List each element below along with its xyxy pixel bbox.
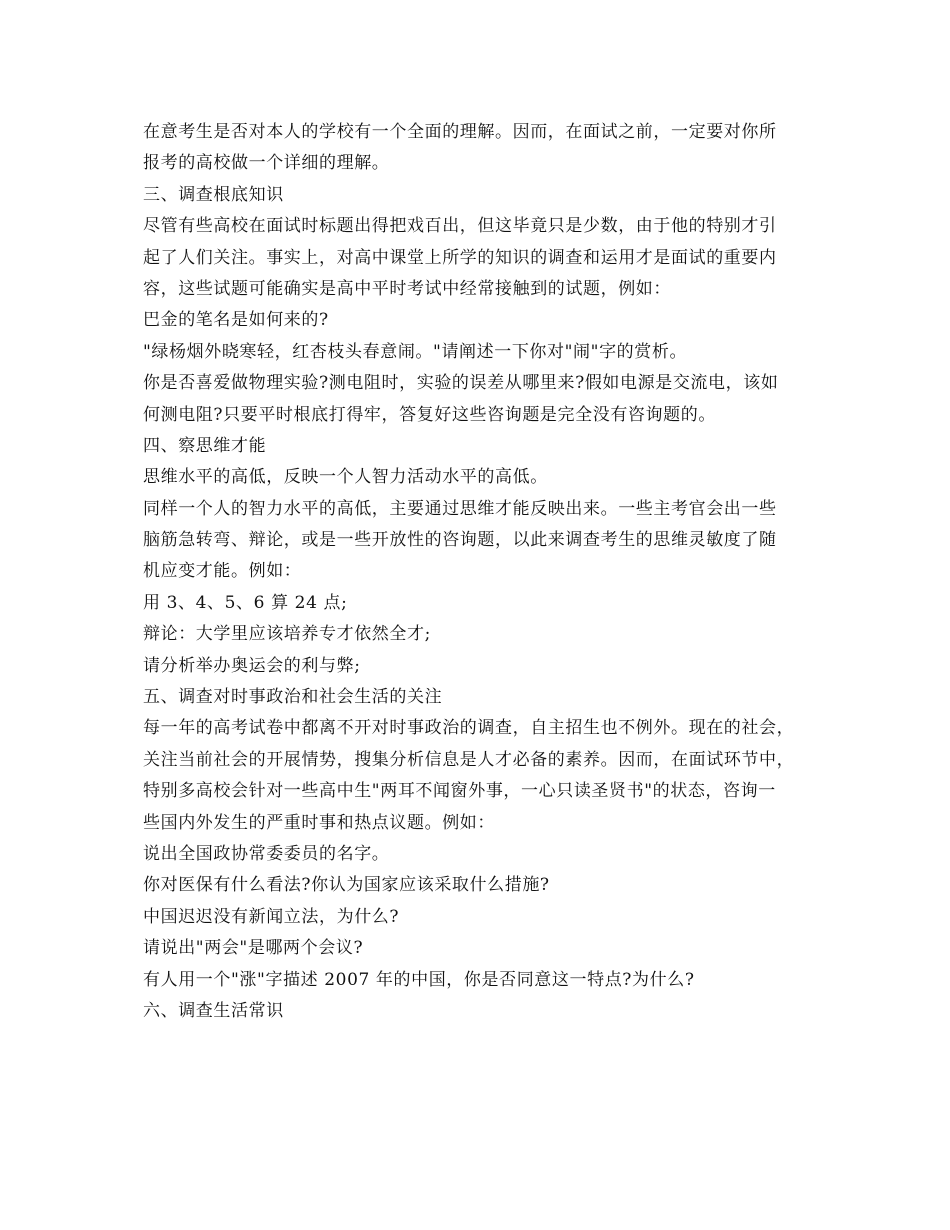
section-heading: 六、调查生活常识	[143, 1000, 284, 1021]
example-line: "绿杨烟外晓寒轻，红杏枝头春意闹。"请阐述一下你对"闹"字的赏析。	[143, 341, 688, 362]
example-line: 中国迟迟没有新闻立法，为什么?	[143, 906, 400, 927]
text-line: 起了人们关注。事实上，对高中课堂上所学的知识的调查和运用才是面试的重要内	[143, 247, 777, 268]
example-line: 巴金的笔名是如何来的?	[143, 310, 329, 331]
example-line: 你是否喜爱做物理实验?测电阻时，实验的误差从哪里来?假如电源是交流电，该如	[143, 373, 779, 394]
text-line: 机应变才能。例如：	[143, 561, 302, 582]
example-line: 用 3、4、5、6 算 24 点;	[143, 592, 348, 613]
text-line: 思维水平的高低，反映一个人智力活动水平的高低。	[143, 467, 548, 488]
text-line: 尽管有些高校在面试时标题出得把戏百出，但这毕竟只是少数，由于他的特别才引	[143, 216, 777, 237]
text-line: 在意考生是否对本人的学校有一个全面的理解。因而，在面试之前，一定要对你所	[143, 122, 777, 142]
text-line: 何测电阻?只要平时根底打得牢，答复好这些咨询题是完全没有咨询题的。	[143, 404, 716, 425]
example-line: 请分析举办奥运会的利与弊;	[143, 655, 361, 676]
text-line: 关注当前社会的开展情势，搜集分析信息是人才必备的素养。因而，在面试环节中，	[143, 749, 795, 770]
text-line: 每一年的高考试卷中都离不开对时事政治的调查，自主招生也不例外。现在的社会，	[143, 718, 795, 739]
example-line: 有人用一个"涨"字描述 2007 年的中国，你是否同意这一特点?为什么?	[143, 969, 695, 990]
text-line: 同样一个人的智力水平的高低，主要通过思维才能反映出来。一些主考官会出一些	[143, 498, 777, 519]
example-line: 你对医保有什么看法?你认为国家应该采取什么措施?	[143, 875, 550, 896]
document-body	[143, 117, 833, 1027]
text-line: 脑筋急转弯、辩论，或是一些开放性的咨询题，以此来调查考生的思维灵敏度了随	[143, 530, 777, 551]
example-line: 说出全国政协常委委员的名字。	[143, 843, 390, 864]
text-line: 报考的高校做一个详细的理解。	[143, 153, 390, 174]
section-heading: 五、调查对时事政治和社会生活的关注	[143, 687, 443, 708]
section-heading: 三、调查根底知识	[143, 184, 284, 205]
example-line: 请说出"两会"是哪两个会议?	[143, 938, 364, 959]
example-line: 辩论：大学里应该培养专才依然全才;	[143, 624, 431, 645]
text-line: 特别多高校会针对一些高中生"两耳不闻窗外事，一心只读圣贤书"的状态，咨询一	[143, 781, 776, 802]
text-line: 容，这些试题可能确实是高中平时考试中经常接触到的试题，例如：	[143, 278, 671, 299]
section-heading: 四、察思维才能	[143, 435, 267, 456]
text-line: 些国内外发生的严重时事和热点议题。例如：	[143, 812, 495, 833]
